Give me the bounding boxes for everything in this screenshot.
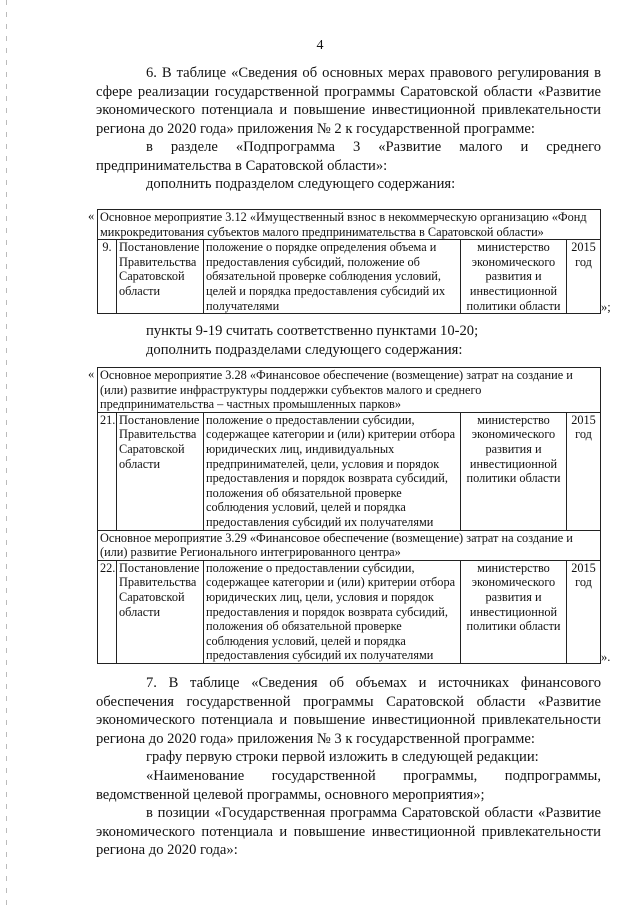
table-row xyxy=(98,560,601,663)
table2-header-2: Основное мероприятие 3.29 «Финансовое обеспечение (возмещение) затрат на создание и (или) развитие Регионального интегрированного центра» xyxy=(98,530,601,560)
row-number: 9. xyxy=(98,240,117,314)
item6-add-subsections: дополнить подразделами следующего содержания: xyxy=(146,342,463,358)
item6-add-subsection: дополнить подразделом следующего содержания: xyxy=(146,176,456,192)
quote-open-2: « xyxy=(88,367,95,381)
year: 2015 год xyxy=(567,412,601,530)
quote-close-2: ». xyxy=(601,650,611,664)
year: 2015 год xyxy=(567,560,601,663)
year: 2015 год xyxy=(567,240,601,314)
act-type: Постановление Правительства Саратовской области xyxy=(117,240,204,314)
item6-section: в разделе «Подпрограмма 3 «Развитие малого и среднего предпринимательства в Саратовской области»: xyxy=(96,139,601,174)
item7-naming: «Наименование государственной программы, подпрограммы, ведомственной целевой программы, основного мероприятия»; xyxy=(96,768,601,803)
executor: министерство экономического развития и инвестиционной политики области xyxy=(461,560,567,663)
table1-header: Основное мероприятие 3.12 «Имущественный взнос в некоммерческую организацию «Фонд микрокредитования субъектов малого предпринимательства в Саратовской области» xyxy=(98,210,601,240)
page-number: 4 xyxy=(316,38,324,53)
item6-intro: 6. В таблице «Сведения об основных мерах правового регулирования в сфере реализации государственной программы Саратовской области «Развитие экономического потенциала и повышение инвестиционной привлекательности региона до 2020 года» приложения № 2 к государственной программе: xyxy=(96,65,601,137)
executor: министерство экономического развития и инвестиционной политики области xyxy=(461,240,567,314)
quote-open-1: « xyxy=(88,209,95,223)
item7-position: в позиции «Государственная программа Саратовской области «Развитие экономического потенциала и повышение инвестиционной привлекательности региона до 2020 года»: xyxy=(96,805,601,858)
item6-renumber: пункты 9-19 считать соответственно пунктами 10-20; xyxy=(146,323,479,339)
measures-table-1 xyxy=(97,209,601,314)
table-row xyxy=(98,412,601,530)
margin-guide-line xyxy=(6,0,7,905)
act-content: положение о порядке определения объема и предоставления субсидий, положение об обязательной проверке соблюдения условий, целей и порядка предоставления субсидий их получателями xyxy=(204,240,461,314)
measures-table-2 xyxy=(97,367,601,664)
act-type: Постановление Правительства Саратовской области xyxy=(117,412,204,530)
quote-close-1: »; xyxy=(601,300,611,314)
act-content: положение о предоставлении субсидии, содержащее категории и (или) критерии отбора юридических лиц, цели, условия и порядок предоставления и порядок возврата субсидий, положения об обязательной проверке соблюдения условий, целей и порядка предоставления субсидий их получателями xyxy=(204,560,461,663)
row-number: 22. xyxy=(98,560,117,663)
item7-graph: графу первую строки первой изложить в следующей редакции: xyxy=(146,749,539,765)
executor: министерство экономического развития и инвестиционной политики области xyxy=(461,412,567,530)
row-number: 21. xyxy=(98,412,117,530)
table-row xyxy=(98,240,601,314)
item7-intro: 7. В таблице «Сведения об объемах и источниках финансового обеспечения государственной программы Саратовской области «Развитие экономического потенциала и повышение инвестиционной привлекательности региона до 2020 года» приложения № 3 к государственной программе: xyxy=(96,675,601,747)
table2-header-1: Основное мероприятие 3.28 «Финансовое обеспечение (возмещение) затрат на создание и (или) развитие инфраструктуры поддержки субъектов малого и среднего предпринимательства – частных промышленных парков» xyxy=(98,368,601,413)
act-type: Постановление Правительства Саратовской области xyxy=(117,560,204,663)
act-content: положение о предоставлении субсидии, содержащее категории и (или) критерии отбора юридических лиц, индивидуальных предпринимателей, цели, условия и порядок предоставления и порядок возврата субсидий, положения об обязательной проверке соблюдения условий, целей и порядка предоставления субсидий их получателями xyxy=(204,412,461,530)
